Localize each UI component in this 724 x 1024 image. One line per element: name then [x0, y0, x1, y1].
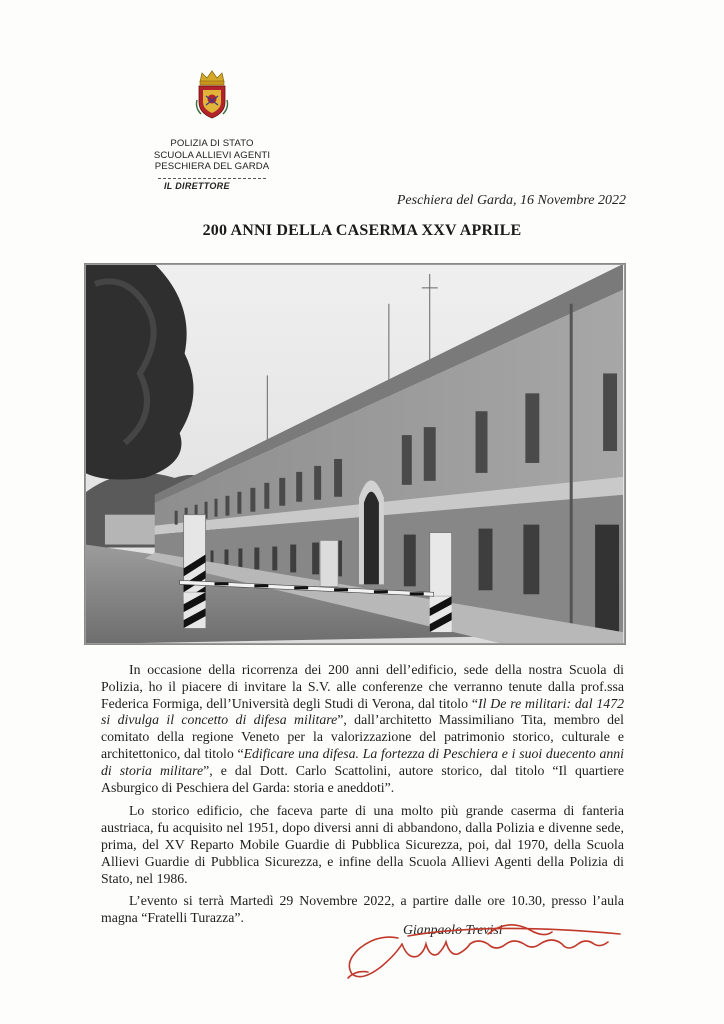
letterhead-divider — [158, 178, 266, 179]
barracks-photo — [84, 263, 626, 645]
paragraph-text: ”, e dal Dott. Carlo Scattolini, autore storico, dal titolo “Il quartiere Asburgico di Peschiera del Garda: storia e aneddoti”. — [101, 762, 624, 795]
handwritten-signature — [338, 914, 624, 984]
italic-title-text: Edificare una difesa. La fortezza di Peschiera e i suoi duecento anni di storia militare — [101, 745, 624, 778]
director-role: IL DIRETTORE — [164, 181, 230, 191]
italic-title-text: Il De re militari: dal 1472 si divulga il concetto di difesa militare — [101, 695, 624, 728]
paragraph-2 — [101, 803, 624, 887]
document-title: 200 ANNI DELLA CASERMA XXV APRILE — [202, 222, 522, 239]
paragraph-text: L’evento si terrà Martedì 29 Novembre 2022, a partire dalle ore 10.30, presso l’aula magna “Fratelli Turazza”. — [101, 893, 624, 926]
signatory-name: Gianpaolo Trevisi — [403, 922, 503, 937]
letter-body — [101, 662, 624, 927]
paragraph-text: ”, dall’architetto Massimiliano Tita, membro del comitato della regione Veneto per la valorizzazione del patrimonio storico, culturale e architettonico, dal titolo “ — [101, 712, 624, 761]
organization-name — [120, 138, 304, 173]
org-line-2: SCUOLA ALLIEVI AGENTI — [153, 149, 271, 161]
org-line-3: PESCHIERA DEL GARDA — [154, 161, 270, 172]
paragraph-text: Lo storico edificio, che faceva parte di una molto più grande caserma di fanteria austriaca, fu acquisito nel 1951, dopo diversi anni di abbandono, dalla Polizia e divenne sede, prima, del XV Reparto Mobile Guardie di Pubblica Sicurezza, poi, dal 1970, della Scuola Allievi Guardie di Pubblica Sicurezza, e infine della Scuola Allievi Agenti della Polizia di Stato, nel 1986. — [101, 803, 624, 886]
org-line-1: POLIZIA DI STATO — [170, 138, 254, 149]
paragraph-1 — [101, 662, 624, 796]
place-date: Peschiera del Garda, 16 Novembre 2022 — [396, 193, 626, 208]
paragraph-text: In occasione della ricorrenza dei 200 anni dell’edificio, sede della nostra Scuola di Polizia, ho il piacere di invitare la S.V. alle conferenze che verranno tenute dalla prof.ssa Federica Formiga, dell’Università degli Studi di Verona, dal titolo “ — [101, 662, 624, 711]
police-coat-of-arms-icon — [193, 68, 231, 120]
